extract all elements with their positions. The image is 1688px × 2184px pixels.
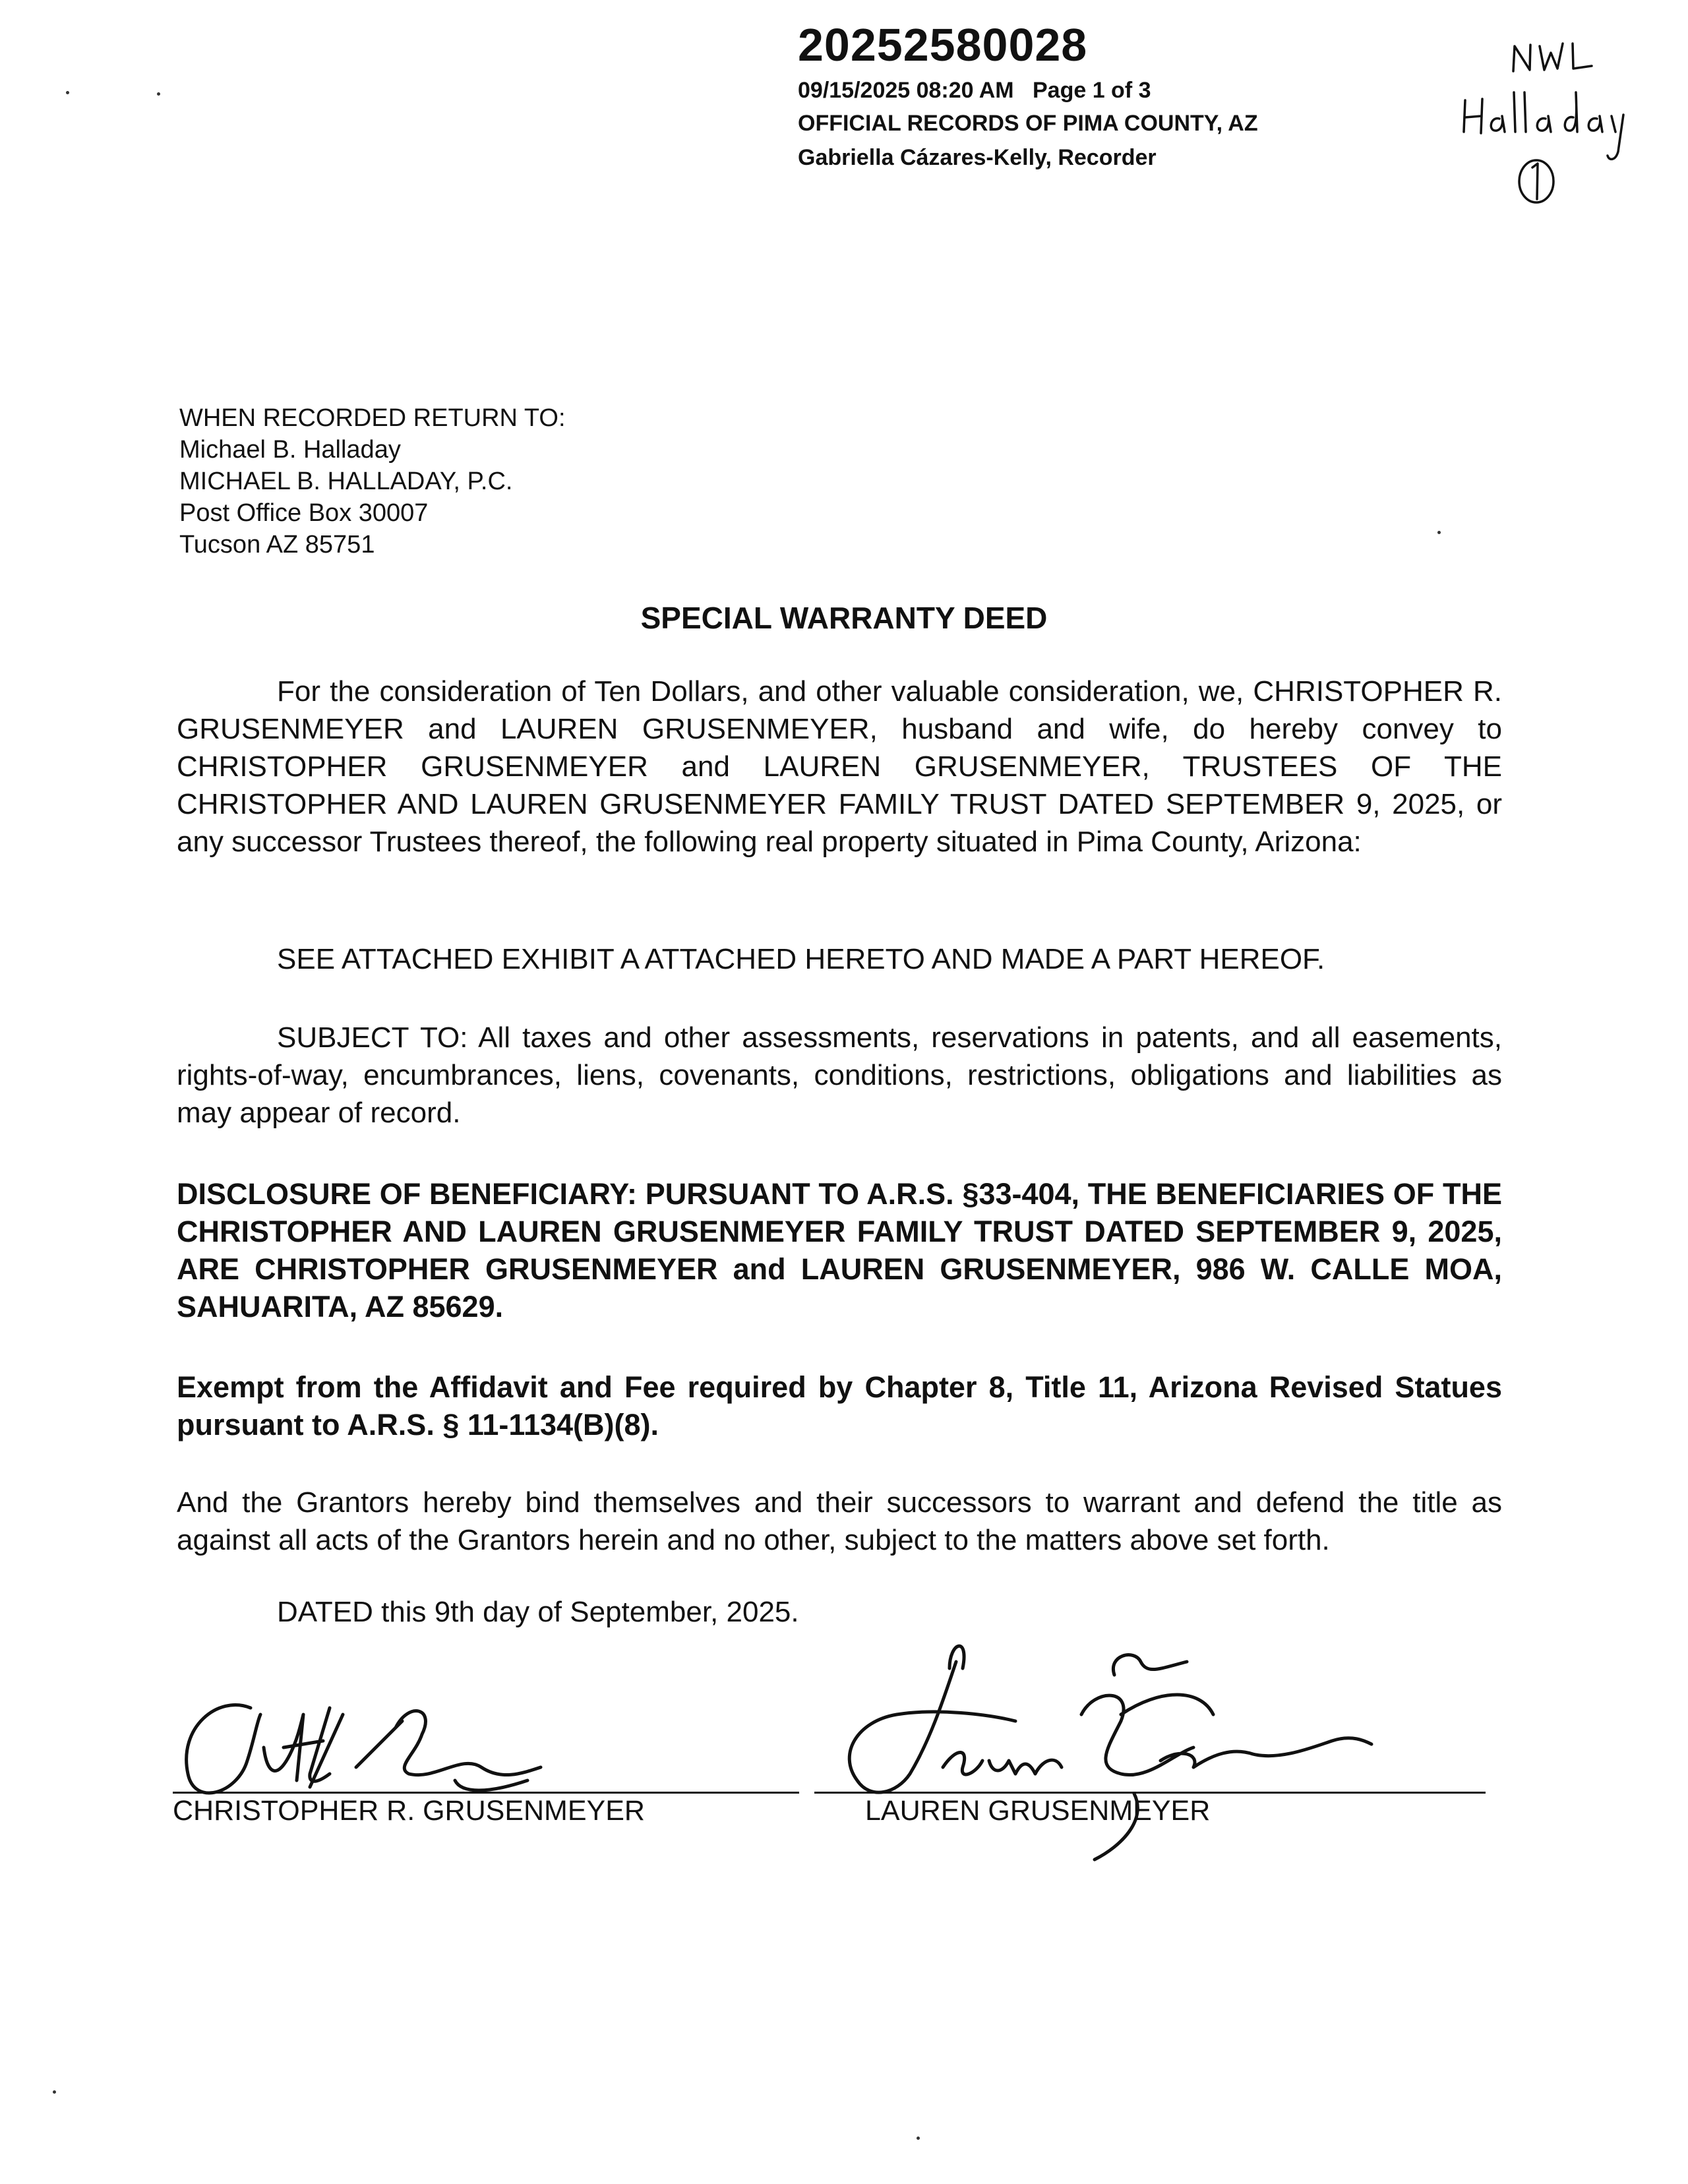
subject-to-paragraph: SUBJECT TO: All taxes and other assessments, reservations in patents, and all easements, rights-of-way, encumbrances, liens, covenants, conditions, restrictions, obligations and liabilities as may appear of record. xyxy=(177,1021,1502,1129)
return-address: Post Office Box 30007 xyxy=(179,499,429,527)
handwritten-note xyxy=(1451,26,1648,218)
warranty-paragraph: And the Grantors hereby bind themselves and their successors to warrant and defend the title as against all acts of the Grantors herein and no other, subject to the matters above set forth. xyxy=(177,1486,1502,1556)
scan-speck xyxy=(66,91,69,94)
consideration-paragraph: For the consideration of Ten Dollars, and other valuable consideration, we, CHRISTOPHER R. GRUSENMEYER and LAUREN GRUSENMEYER, husband and wife, do hereby convey to CHRISTOPHER GRUSENMEYER and LAUREN GRUSENMEYER, TRUSTEES OF THE CHRISTOPHER AND LAUREN GRUSENMEYER FAMILY TRUST DATED SEPTEMBER 9, 2025, or any successor Trustees thereof, the following real property situated in Pima County, Arizona: xyxy=(177,675,1502,858)
scan-speck xyxy=(917,2137,920,2140)
recording-number: 20252580028 xyxy=(798,19,1088,71)
return-name: Michael B. Halladay xyxy=(179,436,401,464)
return-firm: MICHAEL B. HALLADAY, P.C. xyxy=(179,468,513,495)
recording-page: Page 1 of 3 xyxy=(1032,78,1151,103)
dated-line: DATED this 9th day of September, 2025. xyxy=(277,1596,799,1628)
disclosure-paragraph: DISCLOSURE OF BENEFICIARY: PURSUANT TO A.R.S. §33-404, THE BENEFICIARIES OF THE CHRISTOPHER AND LAUREN GRUSENMEYER FAMILY TRUST DATED SEPTEMBER 9, 2025, ARE CHRISTOPHER GRUSENMEYER and LAUREN GRUSENMEYER, 986 W. CALLE MOA, SAHUARITA, AZ 85629. xyxy=(177,1177,1502,1323)
scan-speck xyxy=(157,92,160,96)
return-city: Tucson AZ 85751 xyxy=(179,531,375,559)
signature-lauren xyxy=(849,1646,1372,1860)
return-heading: WHEN RECORDED RETURN TO: xyxy=(179,404,566,432)
exhibit-reference: SEE ATTACHED EXHIBIT A ATTACHED HERETO AND MADE A PART HEREOF. xyxy=(277,943,1325,975)
recording-date-time: 09/15/2025 08:20 AM xyxy=(798,78,1014,103)
signature-line-left xyxy=(173,1792,799,1794)
signature-christopher xyxy=(187,1705,541,1793)
document-title: SPECIAL WARRANTY DEED xyxy=(640,601,1048,635)
recording-office: OFFICIAL RECORDS OF PIMA COUNTY, AZ xyxy=(798,111,1258,136)
recording-date-line xyxy=(798,78,1151,104)
signature-line-right xyxy=(814,1792,1486,1794)
scan-speck xyxy=(1437,531,1441,534)
recording-recorder: Gabriella Cázares-Kelly, Recorder xyxy=(798,145,1157,170)
exemption-paragraph: Exempt from the Affidavit and Fee required by Chapter 8, Title 11, Arizona Revised Statues pursuant to A.R.S. § 11-1134(B)(8). xyxy=(177,1370,1502,1441)
scan-speck xyxy=(53,2090,56,2094)
signer-name-lauren: LAUREN GRUSENMEYER xyxy=(865,1795,1211,1827)
return-address-block xyxy=(179,402,566,561)
signer-name-christopher: CHRISTOPHER R. GRUSENMEYER xyxy=(173,1795,645,1827)
